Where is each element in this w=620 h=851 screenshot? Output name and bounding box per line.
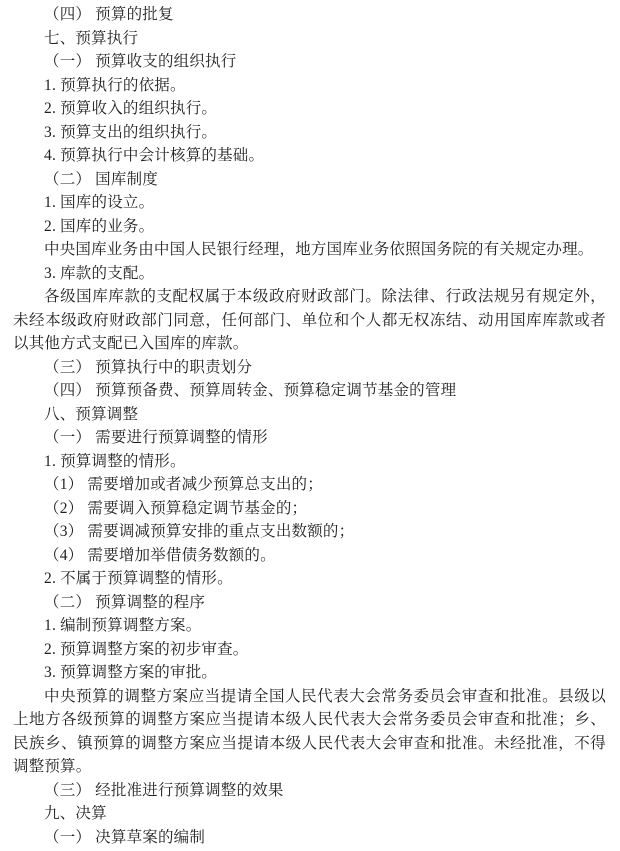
list-item: 1. 预算调整的情形。 xyxy=(44,452,186,470)
list-item: （二） 国库制度 xyxy=(44,170,158,188)
paragraph: 中央预算的调整方案应当提请全国人民代表大会常务委员会审查和批准。县级以上地方各级预算的调整方案应当提请本级人民代表大会常务委员会审查和批准；乡、民族乡、镇预算的调整方案应当提请本级人民代表大会审查和批准。未经批准，不得调整预算。 xyxy=(13,687,606,775)
list-item: 3. 库款的支配。 xyxy=(44,264,155,282)
list-item: 1. 预算执行的依据。 xyxy=(44,76,186,94)
list-item: 2. 不属于预算调整的情形。 xyxy=(44,570,233,587)
list-item: 4. 预算执行中会计核算的基础。 xyxy=(44,147,265,164)
list-item: 3. 预算调整方案的审批。 xyxy=(44,664,218,681)
list-item: 1. 国库的设立。 xyxy=(44,194,155,211)
list-item: （1） 需要增加或者减少预算总支出的； xyxy=(44,476,323,493)
list-item: 2. 国库的业务。 xyxy=(44,217,155,235)
list-item: （一） 需要进行预算调整的情形 xyxy=(44,429,268,446)
list-item: 1. 编制预算调整方案。 xyxy=(44,617,202,634)
section-heading-9-final-accounts: 九、决算 xyxy=(44,805,107,822)
list-item: 3. 预算支出的组织执行。 xyxy=(44,123,218,141)
list-item: （一） 决算草案的编制 xyxy=(44,828,206,846)
list-item: （4） 需要增加举借债务数额的。 xyxy=(44,546,276,564)
section-heading-7-budget-execution: 七、预算执行 xyxy=(44,29,139,47)
paragraph: 各级国库库款的支配权属于本级政府财政部门。除法律、行政法规另有规定外，未经本级政府财政部门同意，任何部门、单位和个人都无权冻结、动用国库库款或者以其他方式支配已入国库的库款。 xyxy=(13,288,606,352)
list-item: （四） 预算预备费、预算周转金、预算稳定调节基金的管理 xyxy=(44,382,457,399)
section-heading-8-budget-adjustment: 八、预算调整 xyxy=(44,405,139,423)
list-item: （3） 需要调减预算安排的重点支出数额的； xyxy=(44,523,355,540)
list-item: （三） 经批准进行预算调整的效果 xyxy=(44,781,284,799)
list-item: （二） 预算调整的程序 xyxy=(44,593,206,611)
list-item: （三） 预算执行中的职责划分 xyxy=(44,358,253,376)
list-item: （四） 预算的批复 xyxy=(44,6,174,23)
list-item: 2. 预算收入的组织执行。 xyxy=(44,100,218,117)
list-item: 2. 预算调整方案的初步审查。 xyxy=(44,640,249,658)
list-item: （一） 预算收支的组织执行 xyxy=(44,53,237,70)
list-item: （2） 需要调入预算稳定调节基金的； xyxy=(44,499,308,517)
paragraph: 中央国库业务由中国人民银行经理，地方国库业务依照国务院的有关规定办理。 xyxy=(44,241,594,258)
